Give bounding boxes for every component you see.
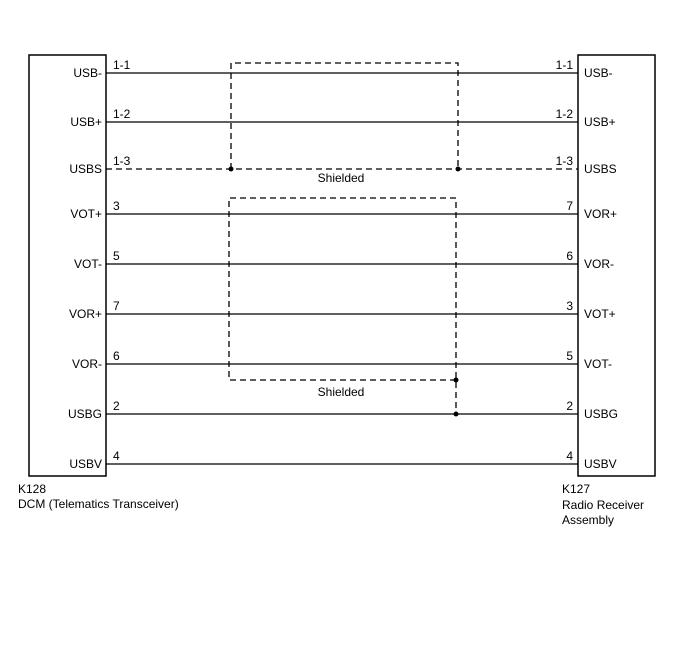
wire-1 (73, 58, 612, 80)
right-pin-number: 1-3 (555, 154, 573, 168)
right-terminal-label: VOR- (584, 257, 614, 271)
wire-5 (74, 249, 614, 271)
right-connector-code: K127 (562, 482, 591, 496)
shield-video-label: Shielded (317, 385, 365, 399)
left-connector-code: K128 (18, 482, 47, 496)
left-terminal-label: VOR+ (68, 307, 102, 321)
wire-7 (72, 349, 612, 371)
right-terminal-label: VOT+ (584, 307, 616, 321)
right-connector-name-line1: Radio Receiver (562, 498, 645, 512)
wire-6 (69, 299, 616, 321)
left-pin-number: 3 (113, 199, 120, 213)
wire-4 (70, 199, 617, 221)
shield-video-outline (229, 198, 456, 414)
left-pin-number: 1-1 (113, 58, 131, 72)
right-terminal-label: USBG (584, 407, 619, 421)
right-terminal-label: USB- (584, 66, 613, 80)
right-pin-number: 1-2 (555, 107, 573, 121)
left-pin-number: 4 (113, 449, 120, 463)
shield-usb-label: Shielded (317, 171, 365, 185)
wire-8 (68, 399, 618, 421)
shield-usb-junction-right (456, 167, 461, 172)
left-pin-number: 1-3 (113, 154, 131, 168)
wire-9 (69, 449, 616, 471)
right-connector-name-line2: Assembly (562, 513, 615, 527)
right-terminal-label: VOR+ (584, 207, 618, 221)
left-terminal-label: USB- (73, 66, 102, 80)
shield-video-junction-ground (454, 412, 459, 417)
left-terminal-label: VOT- (73, 257, 102, 271)
left-terminal-label: USBG (67, 407, 102, 421)
left-pin-number: 7 (113, 299, 120, 313)
shield-usb-junction-left (229, 167, 234, 172)
left-pin-number: 6 (113, 349, 120, 363)
left-terminal-label: USBS (69, 162, 102, 176)
left-connector-name: DCM (Telematics Transceiver) (18, 497, 179, 511)
right-terminal-label: USBV (584, 457, 617, 471)
right-pin-number: 5 (566, 349, 573, 363)
right-pin-number: 4 (566, 449, 573, 463)
wires-layer (68, 58, 618, 471)
shield-usb (229, 63, 461, 185)
right-terminal-label: USBS (584, 162, 617, 176)
left-pin-number: 1-2 (113, 107, 131, 121)
right-pin-number: 3 (566, 299, 573, 313)
right-pin-number: 2 (566, 399, 573, 413)
right-terminal-label: VOT- (584, 357, 613, 371)
left-terminal-label: USB+ (70, 115, 102, 129)
left-pin-number: 5 (113, 249, 120, 263)
left-pin-number: 2 (113, 399, 120, 413)
wire-2 (70, 107, 615, 129)
left-terminal-label: VOT+ (70, 207, 102, 221)
shield-video-junction-top (454, 378, 459, 383)
right-pin-number: 1-1 (555, 58, 573, 72)
shield-video (229, 198, 459, 417)
right-pin-number: 7 (566, 199, 573, 213)
left-terminal-label: USBV (69, 457, 102, 471)
shield-usb-outline (231, 63, 458, 169)
left-terminal-label: VOR- (72, 357, 102, 371)
right-terminal-label: USB+ (584, 115, 616, 129)
right-pin-number: 6 (566, 249, 573, 263)
